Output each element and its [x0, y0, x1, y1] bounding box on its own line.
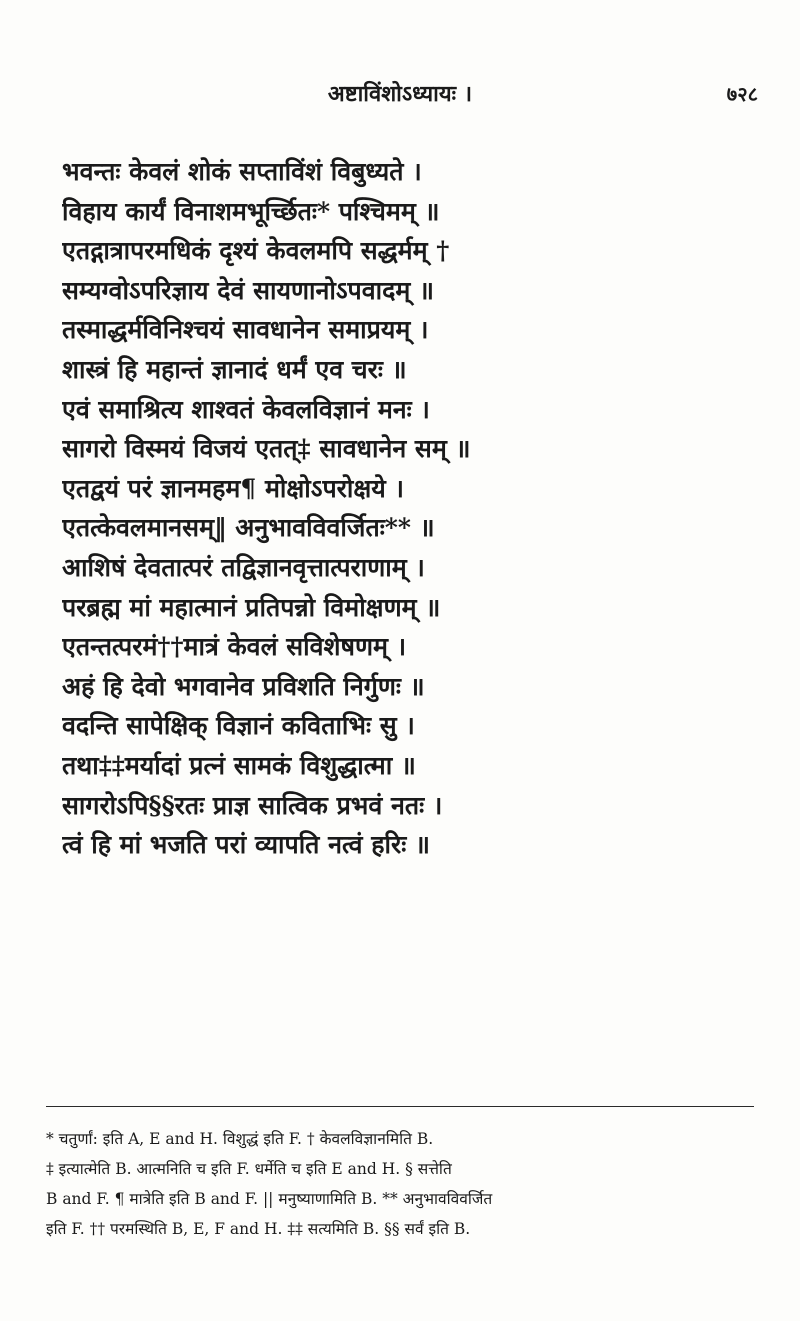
verse-line: तथा‡‡मर्यादां प्रत्नं सामकं विशुद्धात्मा ॥ — [62, 750, 416, 780]
running-title: अष्टाविंशोऽध्यायः । — [327, 81, 473, 107]
verse-line: विहाय कार्यं विनाशमभूर्च्छितः* पश्चिमम् ॥ — [62, 196, 440, 226]
footnote-line: B and F. ¶ मात्रेति इति B and F. || मनुष्याणामिति B. ** अनुभावविवर्जित — [46, 1190, 493, 1208]
running-head — [0, 78, 800, 118]
verse-line: एतत्केवलमानसम्‖ अनुभावविवर्जितः** ॥ — [62, 513, 435, 543]
footnote-line: * चतुर्णां: इति A, E and H. विशुद्धं इति F. † केवलविज्ञानमिति B. — [46, 1130, 434, 1148]
verse-line: आशिषं देवतात्परं तद्विज्ञानवृत्तात्पराणाम् । — [62, 552, 425, 582]
verse-line: भवन्तः केवलं शोकं सप्ताविंशं विबुध्यते । — [62, 157, 422, 186]
verse-line: एतद्गात्रापरमधिकं दृश्यं केवलमपि सद्धर्मम् † — [62, 236, 450, 266]
verse-line: सागरो विस्मयं विजयं एतत्‡ सावधानेन सम् ॥ — [62, 434, 471, 464]
verse-line: वदन्ति सापेक्षिक् विज्ञानं कविताभिः सु । — [62, 711, 415, 741]
verse-block — [62, 152, 742, 865]
verse-line: अहं हि देवो भगवानेव प्रविशति निर्गुणः ॥ — [62, 671, 425, 701]
verse-line: शास्त्रं हि महान्तं ज्ञानादं धर्मं एव चरः ॥ — [62, 354, 407, 384]
verse-line: त्वं हि मां भजति परां व्यापति नत्वं हरिः ॥ — [62, 830, 430, 860]
footnote-line: ‡ इत्यात्मेति B. आत्मनिति च इति F. धर्मेति च इति E and H. § सत्तेति — [46, 1160, 452, 1178]
verse-line: एतन्तत्परमं††मात्रं केवलं सविशेषणम् । — [62, 632, 407, 662]
verse-line: एवं समाश्रित्य शाश्वतं केवलविज्ञानं मनः । — [62, 394, 430, 424]
verse-line: परब्रह्म मां महात्मानं प्रतिपन्नो विमोक्षणम् ॥ — [62, 592, 441, 622]
verse-line: सागरोऽपि§§रतः प्राज्ञ सात्विक प्रभवं नतः । — [62, 790, 443, 820]
verse-line: एतद्वयं परं ज्ञानमहम¶ मोक्षोऽपरोक्षये । — [62, 473, 404, 503]
footnote-line: इति F. †† परमस्थिति B, E, F and H. ‡‡ सत्यमिति B. §§ सर्वं इति B. — [46, 1220, 471, 1238]
page-number: ७२८ — [726, 82, 758, 106]
verse-line: तस्माद्धर्मविनिश्चयं सावधानेन समाप्रयम् । — [62, 315, 429, 345]
verse-line: सम्यग्वोऽपरिज्ञाय देवं सायणानोऽपवादम् ॥ — [62, 275, 435, 305]
footnote-block — [46, 1124, 754, 1244]
footnote-divider — [46, 1106, 754, 1107]
